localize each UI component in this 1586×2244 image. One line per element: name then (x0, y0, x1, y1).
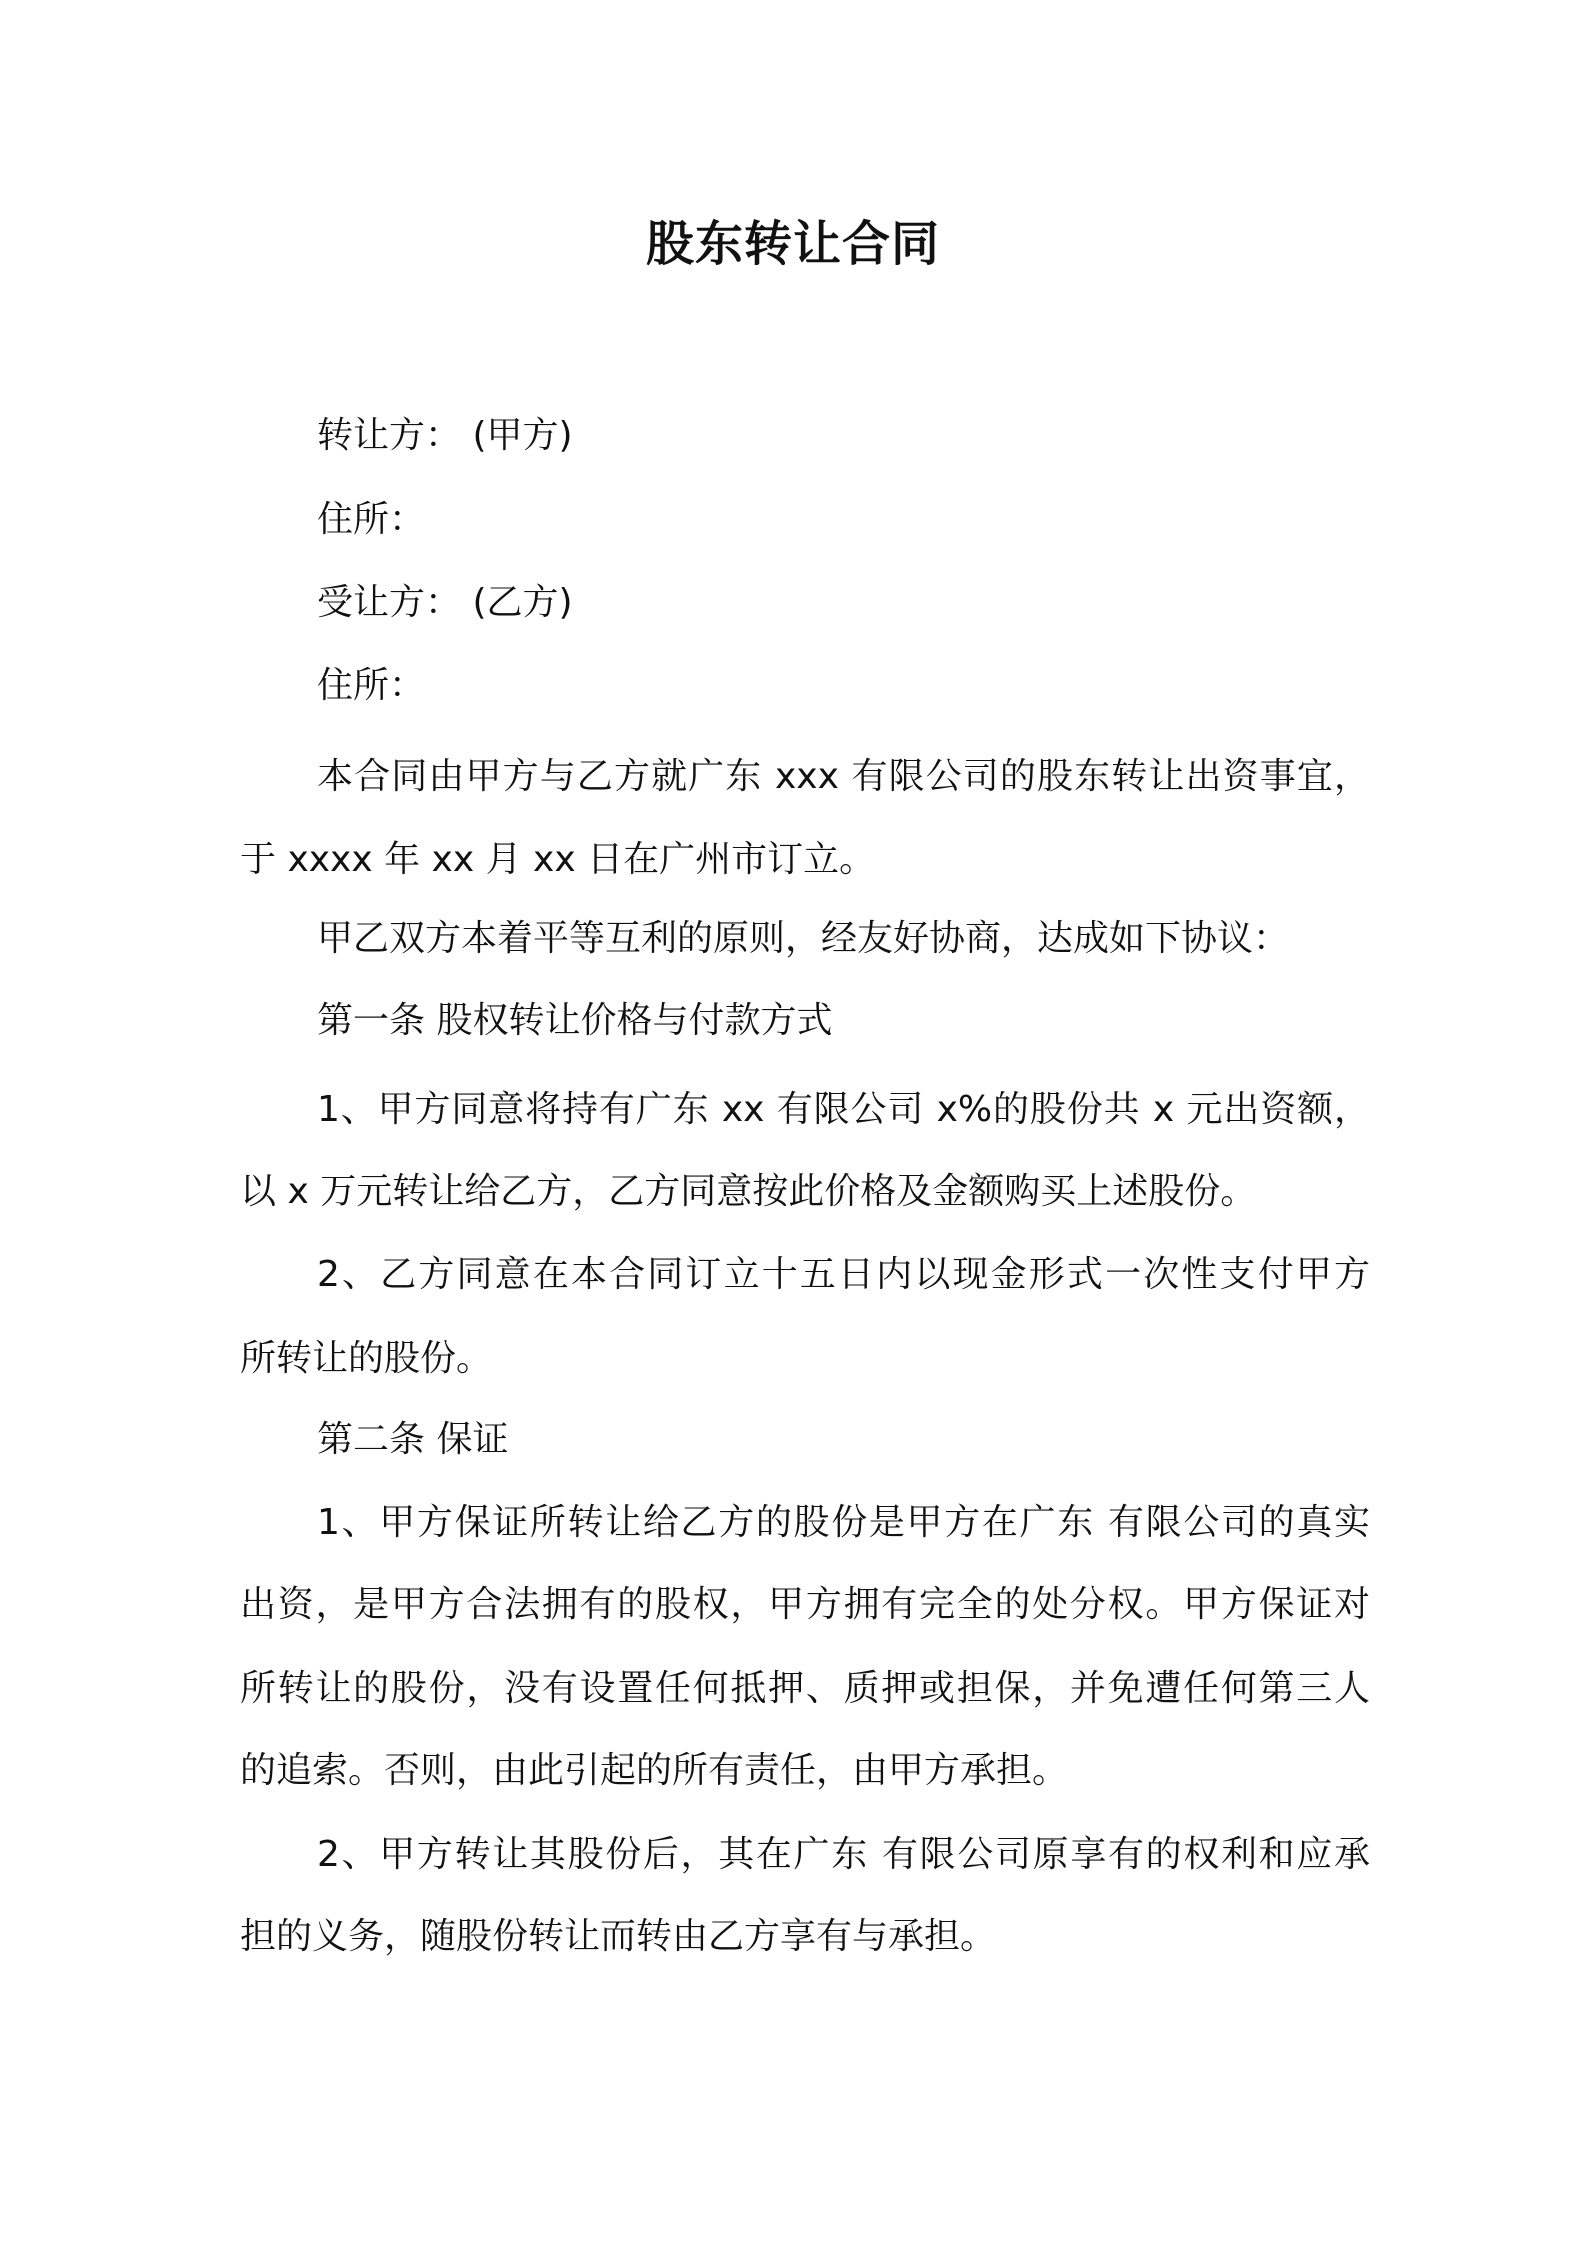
article-one-clause-1-line-2: 以 x 万元转让给乙方，乙方同意按此价格及金额购买上述股份。 (240, 1171, 1257, 1212)
article-two-clause-2-line-1: 2、甲方转让其股份后，其在广东 有限公司原享有的权利和应承 (317, 1834, 1370, 1875)
agreement-intro-line: 甲乙双方本着平等互利的原则，经友好协商，达成如下协议： (317, 918, 1290, 959)
intro-paragraph-line-2: 于 xxxx 年 xx 月 xx 日在广州市订立。 (240, 839, 876, 880)
document-title: 股东转让合同 (645, 216, 940, 272)
article-one-heading: 第一条 股权转让价格与付款方式 (317, 1000, 833, 1041)
transferee-line: 受让方： (乙方) (317, 582, 573, 623)
transferee-address-line: 住所： (317, 665, 426, 706)
transferor-address-line: 住所： (317, 499, 426, 540)
article-two-clause-1-line-2: 出资，是甲方合法拥有的股权，甲方拥有完全的处分权。甲方保证对 (240, 1584, 1370, 1625)
article-two-heading: 第二条 保证 (317, 1419, 509, 1460)
article-one-clause-1-line-1: 1、甲方同意将持有广东 xx 有限公司 x%的股份共 x 元出资额， (317, 1089, 1370, 1130)
article-two-clause-1-line-3: 所转让的股份，没有设置任何抵押、质押或担保，并免遭任何第三人 (240, 1668, 1370, 1709)
transferor-line: 转让方： (甲方) (317, 415, 573, 456)
article-two-clause-1-line-4: 的追索。否则，由此引起的所有责任，由甲方承担。 (240, 1750, 1069, 1791)
article-two-clause-2-line-2: 担的义务，随股份转让而转由乙方享有与承担。 (240, 1916, 997, 1957)
intro-paragraph-line-1: 本合同由甲方与乙方就广东 xxx 有限公司的股东转让出资事宜， (317, 756, 1370, 797)
article-one-clause-2-line-2: 所转让的股份。 (240, 1338, 493, 1379)
article-one-clause-2-line-1: 2、乙方同意在本合同订立十五日内以现金形式一次性支付甲方 (317, 1254, 1370, 1295)
article-two-clause-1-line-1: 1、甲方保证所转让给乙方的股份是甲方在广东 有限公司的真实 (317, 1502, 1370, 1543)
